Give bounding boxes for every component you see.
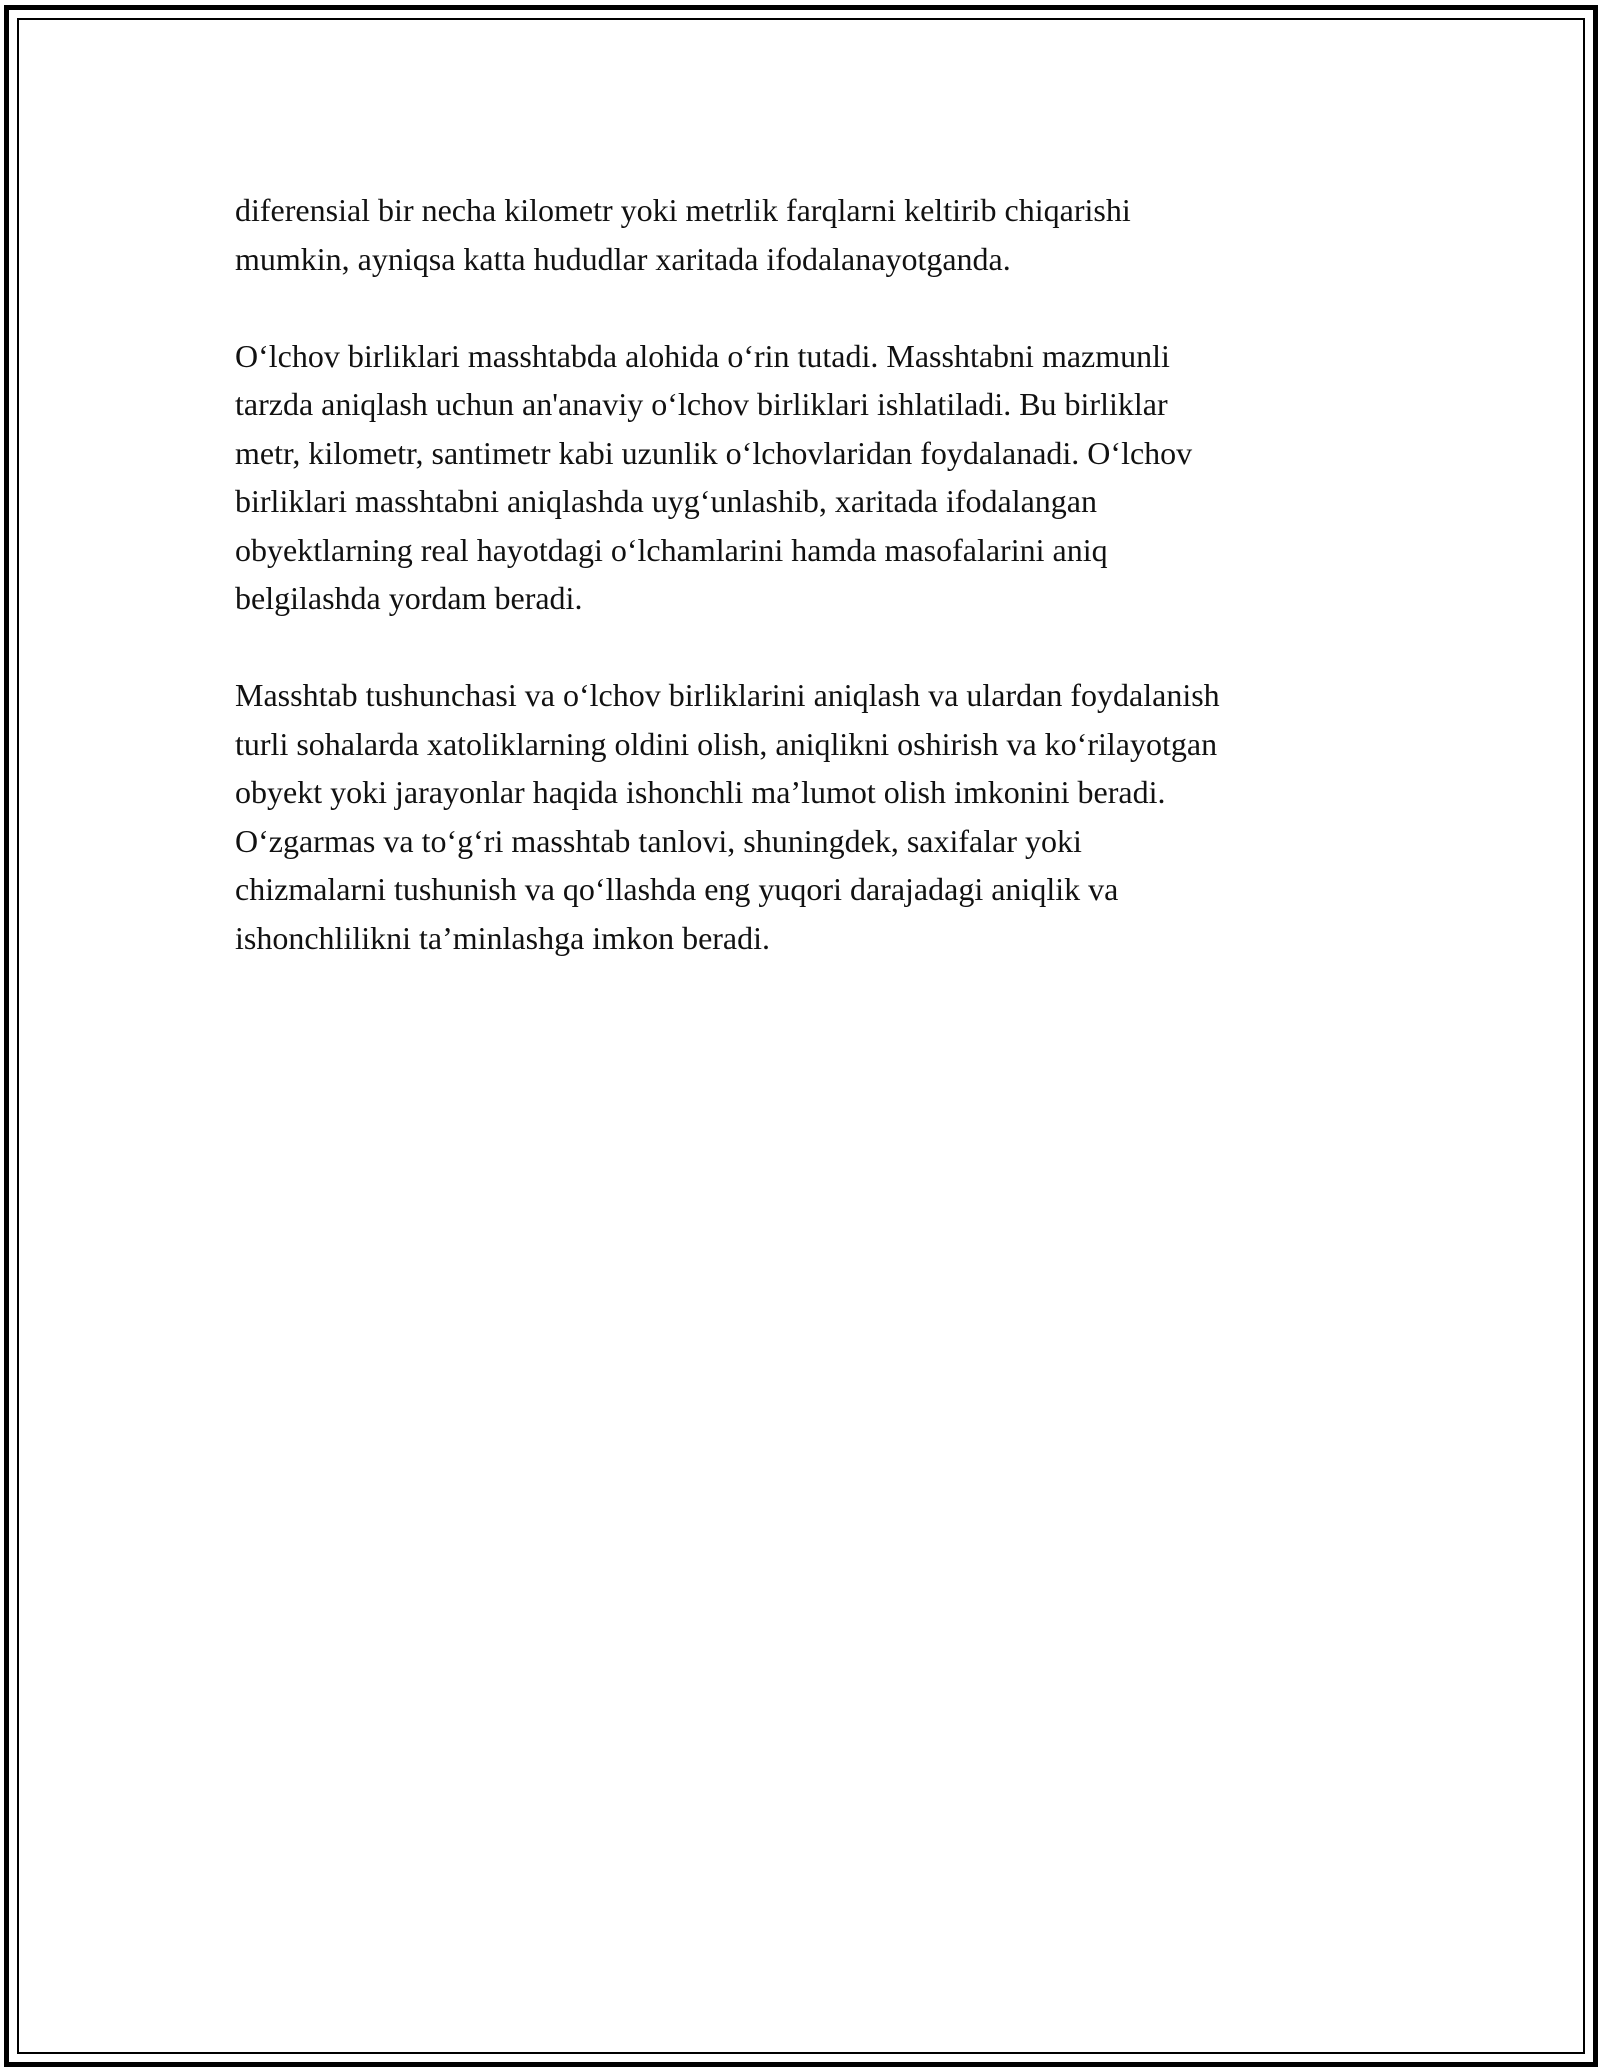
paragraph-1 <box>235 186 1395 283</box>
paragraph-2 <box>235 332 1395 623</box>
text-line: belgilashda yordam beradi. <box>235 580 583 616</box>
text-line: metr, kilometr, santimetr kabi uzunlik o‘lchovlaridan foydalanadi. O‘lchov <box>235 434 1193 471</box>
text-line: mumkin, ayniqsa katta hududlar xaritada ifodalanayotganda. <box>235 240 1011 277</box>
text-line: Masshtab tushunchasi va o‘lchov birliklarini aniqlash va ulardan foydalanish <box>235 677 1220 713</box>
text-line: tarzda aniqlash uchun an'anaviy o‘lchov birliklari ishlatiladi. Bu birliklar <box>235 386 1168 422</box>
text-line: O‘zgarmas va to‘g‘ri masshtab tanlovi, shuningdek, saxifalar yoki <box>235 822 1082 859</box>
text-line: obyektlarning real hayotdagi o‘lchamlarini hamda masofalarini aniq <box>235 531 1108 568</box>
text-line: O‘lchov birliklari masshtabda alohida o‘rin tutadi. Masshtabni mazmunli <box>235 337 1170 374</box>
text-line: ishonchlilikni ta’minlashga imkon beradi. <box>235 919 771 956</box>
text-line: diferensial bir necha kilometr yoki metrlik farqlarni keltirib chiqarishi <box>235 192 1131 228</box>
paragraph-3 <box>235 671 1395 962</box>
text-line: turli sohalarda xatoliklarning oldini olish, aniqlikni oshirish va ko‘rilayotgan <box>235 725 1218 762</box>
document-body <box>235 186 1395 1011</box>
text-line: chizmalarni tushunish va qo‘llashda eng yuqori darajadagi aniqlik va <box>235 871 1119 907</box>
text-line: obyekt yoki jarayonlar haqida ishonchli ma’lumot olish imkonini beradi. <box>235 774 1166 810</box>
text-line: birliklari masshtabni aniqlashda uyg‘unlashib, xaritada ifodalangan <box>235 483 1097 519</box>
